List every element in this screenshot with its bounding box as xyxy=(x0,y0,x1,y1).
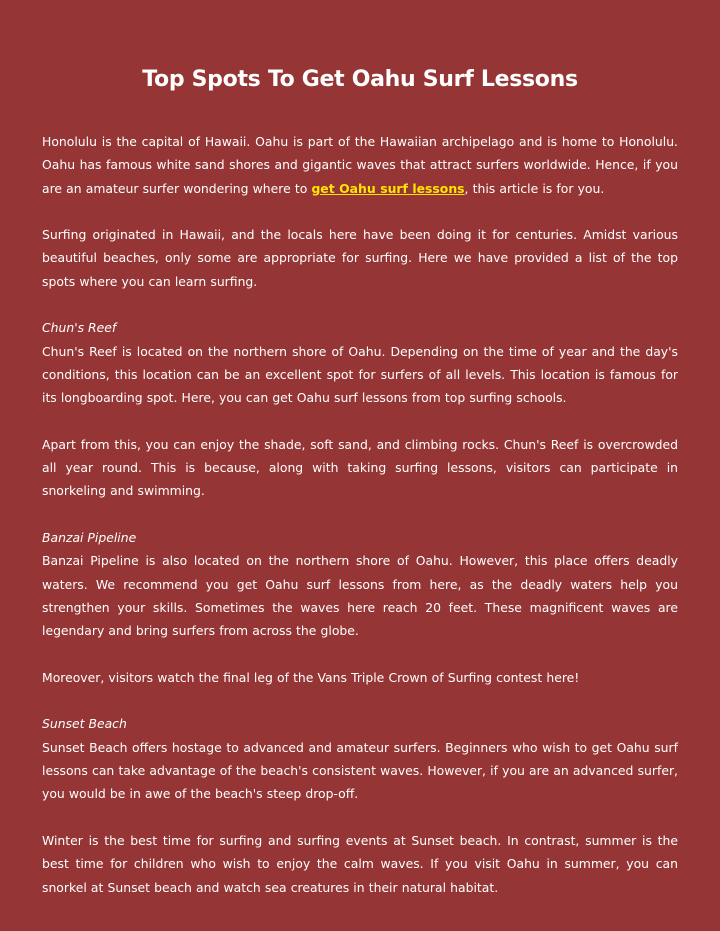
section-heading-banzai-pipeline: Banzai Pipeline xyxy=(42,530,137,546)
chuns-reef-paragraph-2: Apart from this, you can enjoy the shade, soft sand, and climbing rocks. Chun's Reef is overcrowded all year round. This is because, along with taking surfing lessons, visitors can participate in snorkeling and swimming. xyxy=(42,436,678,499)
paragraph-gap xyxy=(42,200,678,223)
banzai-pipeline-paragraph-1: Banzai Pipeline is also located on the northern shore of Oahu. However, this place offers deadly waters. We recommend you get Oahu surf lessons from here, as the deadly waters help you strengthen your skills. Sometimes the waves here reach 20 feet. These magnificent waves are legendary and bring surfers from across the globe. xyxy=(42,553,678,639)
section-heading-sunset-beach: Sunset Beach xyxy=(42,716,127,732)
section-heading-chuns-reef: Chun's Reef xyxy=(42,320,117,336)
intro-text-after-link: , this article is for you. xyxy=(464,180,605,196)
surf-lessons-link[interactable]: get Oahu surf lessons xyxy=(311,180,465,196)
paragraph-gap xyxy=(42,643,678,666)
sunset-beach-paragraph-1: Sunset Beach offers hostage to advanced and amateur surfers. Beginners who wish to get Oahu surf lessons can take advantage of the beach's consistent waves. However, if you are an advanced surfer, you would be in awe of the beach's steep drop-off. xyxy=(42,739,678,802)
paragraph-gap xyxy=(42,410,678,433)
surfing-history-paragraph: Surfing originated in Hawaii, and the locals here have been doing it for centuries. Amidst various beautiful beaches, only some are appropriate for surfing. Here we have provided a list of the top spots where you can learn surfing. xyxy=(42,227,678,289)
banzai-pipeline-paragraph-2: Moreover, visitors watch the final leg of the Vans Triple Crown of Surfing contest here! xyxy=(42,669,580,685)
chuns-reef-paragraph-1: Chun's Reef is located on the northern shore of Oahu. Depending on the time of year and the day's conditions, this location can be an excellent spot for surfers of all levels. This location is famous for its longboarding spot. Here, you can get Oahu surf lessons from top surfing schools. xyxy=(42,343,678,406)
paragraph-gap xyxy=(42,689,678,712)
paragraph-gap xyxy=(42,503,678,526)
paragraph-gap xyxy=(42,293,678,316)
page-title: Top Spots To Get Oahu Surf Lessons xyxy=(142,67,578,92)
intro-paragraph xyxy=(42,130,678,200)
paragraph-gap xyxy=(42,806,678,829)
intro-text-before-link: Honolulu is the capital of Hawaii. Oahu is part of the Hawaiian archipelago and is home to Honolulu. Oahu has famous white sand shores and gigantic waves that attract surfers worldwide. Hence, if you are an amateur surfer wondering where to xyxy=(42,134,678,196)
sunset-beach-paragraph-2: Winter is the best time for surfing and surfing events at Sunset beach. In contrast, summer is the best time for children who wish to enjoy the calm waves. If you visit Oahu in summer, you can snorkel at Sunset beach and watch sea creatures in their natural habitat. xyxy=(42,832,678,895)
